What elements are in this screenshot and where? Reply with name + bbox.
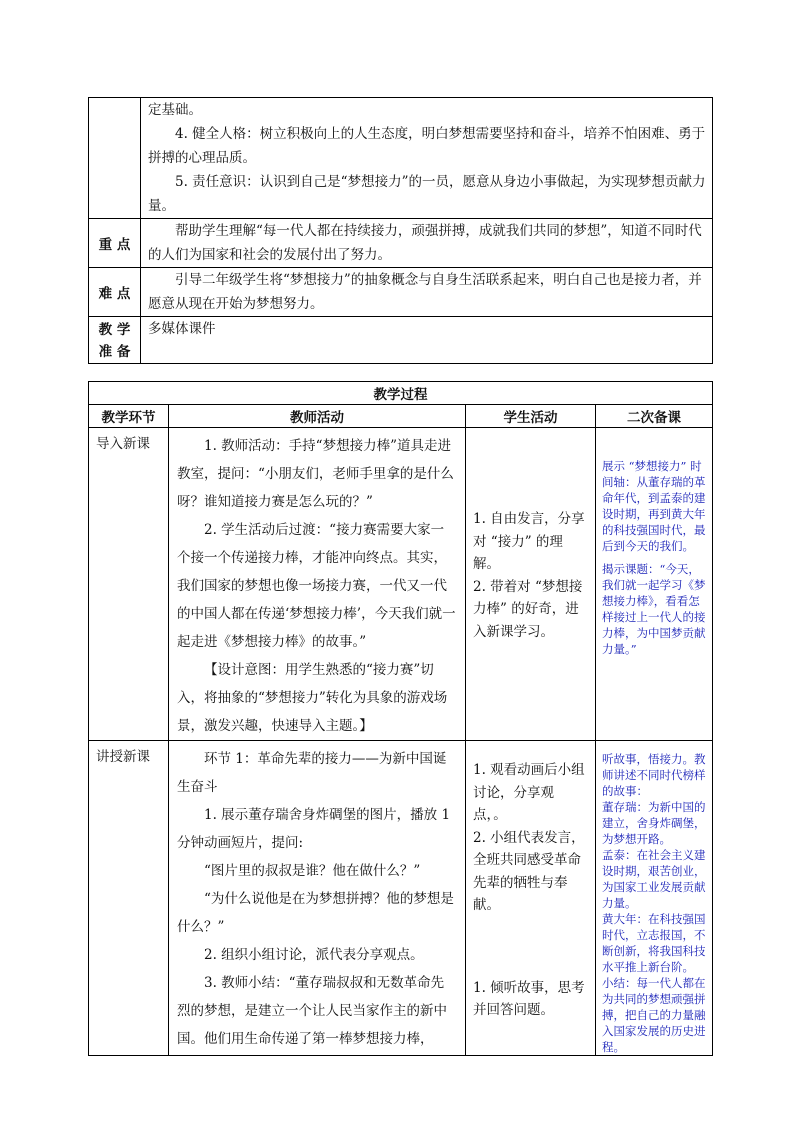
intro-notes: 展示 “梦想接力” 时间轴：从董存瑞的革命年代，到孟泰的建设时期，再到黄大年的科技强国时代，最后到今天的我们。 揭示课题：“今天，我们就一起学习《梦想接力棒》，看看怎样接过上一代人的接力棒，为中国梦贡献力量。” xyxy=(596,428,713,741)
teach-teacher-activity: 环节 1：革命先辈的接力——为新中国诞生奋斗 1. 展示董存瑞舍身炸碉堡的图片，播放 1 分钟动画短片，提问: “图片里的叔叔是谁？他在做什么？” “为什么说他是在为梦想拼搏？他的梦想是什么？” 2. 组织小组讨论，派代表分享观点。 3. 教师小结：“董存瑞叔叔和无数革命先烈的梦想，是建立一个让人民当家作主的新中国。他们用生命传递了第一棒梦想接力棒， xyxy=(169,741,466,1056)
header-student: 学生活动 xyxy=(466,405,596,428)
header-stage: 教学环节 xyxy=(89,405,169,428)
key-point-text: 帮助学生理解“每一代人都在持续接力，顽强拼搏，成就我们共同的梦想”，知道不同时代的人们为国家和社会的发展付出了努力。 xyxy=(141,219,713,268)
key-point-label: 重 点 xyxy=(89,219,141,268)
intro-student-activity: 1. 自由发言，分享对 “接力” 的理解。 2. 带着对 “梦想接力棒” 的好奇，进入新课学习。 xyxy=(466,428,596,741)
goals-label-cell xyxy=(89,98,141,219)
intro-teacher-activity: 1. 教师活动：手持“梦想接力棒”道具走进教室，提问：“小朋友们，老师手里拿的是什么呀？谁知道接力赛是怎么玩的？” 2. 学生活动后过渡：“接力赛需要大家一个接一个传递接力棒，才能冲向终点。其实，我们国家的梦想也像一场接力赛，一代又一代的中国人都在传递‘梦想接力棒’，今天我们就一起走进《梦想接力棒》的故事。” 【设计意图：用学生熟悉的“接力赛”切入，将抽象的“梦想接力”转化为具象的游戏场景，激发兴趣，快速导入主题。】 xyxy=(169,428,466,741)
goals-table xyxy=(88,97,713,364)
header-teacher: 教师活动 xyxy=(169,405,466,428)
goals-continuation: 定基础。 xyxy=(148,102,202,118)
stage-teach: 讲授新课 xyxy=(89,741,169,1056)
prep-label: 教 学 准 备 xyxy=(89,317,141,364)
process-title: 教学过程 xyxy=(89,382,713,405)
goal-item-5: 5. 责任意识：认识到自己是“梦想接力”的一员，愿意从身边小事做起，为实现梦想贡献力量。 xyxy=(148,174,706,214)
goal-item-4: 4. 健全人格：树立积极向上的人生态度，明白梦想需要坚持和奋斗，培养不怕困难、勇于拼搏的心理品质。 xyxy=(148,126,706,166)
teach-student-activity: 1. 观看动画后小组讨论，分享观点，。 2. 小组代表发言，全班共同感受革命先辈的牺牲与奉献。 1. 倾听故事，思考并回答问题。 xyxy=(466,741,596,1056)
prep-text: 多媒体课件 xyxy=(141,317,713,364)
difficulty-text: 引导二年级学生将“梦想接力”的抽象概念与自身生活联系起来，明白自己也是接力者，并愿意从现在开始为梦想努力。 xyxy=(141,268,713,317)
header-notes: 二次备课 xyxy=(596,405,713,428)
process-table xyxy=(88,381,713,1056)
goals-content xyxy=(141,98,713,219)
stage-intro: 导入新课 xyxy=(89,428,169,741)
difficulty-label: 难 点 xyxy=(89,268,141,317)
teach-notes: 听故事，悟接力。教师讲述不同时代榜样的故事： 董存瑞：为新中国的建立，舍身炸碉堡，为梦想开路。 孟泰：在社会主义建设时期，艰苦创业，为国家工业发展贡献力量。 黄大年：在科技强国时代，立志报国，不断创新，将我国科技水平推上新台阶。 小结：每一代人都在为共同的梦想顽强拼搏，把自己的力量融入国家发展的历史进程。 xyxy=(596,741,713,1056)
